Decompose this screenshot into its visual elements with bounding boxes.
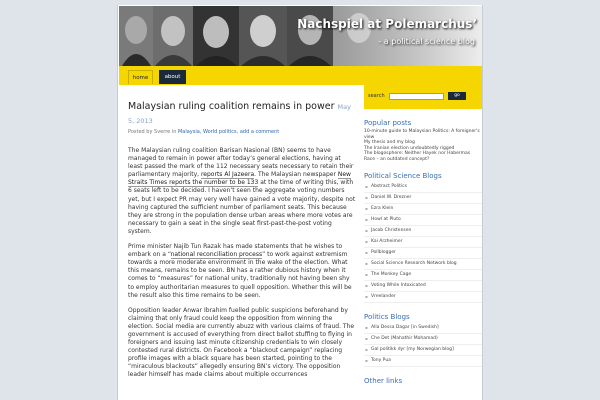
search-input[interactable]: [389, 93, 444, 100]
page-wrapper: [117, 5, 483, 400]
politics-blogs-list: [364, 323, 483, 367]
post-title[interactable]: [128, 100, 356, 128]
politics-blogs-title: Politics Blogs: [364, 313, 410, 321]
sidebar-link[interactable]: My thesis and my blog: [364, 140, 415, 145]
popular-posts-list: [364, 129, 483, 162]
search-label: search: [368, 93, 385, 99]
sidebar-link[interactable]: ▪ Voting While Intoxicated: [364, 281, 483, 292]
popular-posts-title: Popular posts: [364, 119, 412, 127]
sidebar-link[interactable]: ▪ Pollblogger: [364, 248, 483, 259]
sidebar: [364, 85, 483, 385]
post-body: [128, 147, 356, 380]
nav-about-tab[interactable]: about: [159, 70, 186, 84]
sidebar-link[interactable]: The blogosphere: Neither Hayek nor Habermas: [364, 151, 471, 156]
main-content: [128, 100, 356, 387]
post-paragraph: [128, 243, 356, 300]
sidebar-link[interactable]: ▪ Gal politikk dyr [my Norwegian blog]: [364, 345, 483, 356]
sidebar-link[interactable]: ▪ Tony Pua: [364, 356, 483, 367]
sidebar-link[interactable]: The Iranian election undoubtedly rigged: [364, 145, 455, 151]
sidebar-link[interactable]: ▪ Alla Dessa Dagar [in Swedish]: [364, 323, 483, 334]
paragraph-text: . The Malaysian newspaper: [254, 171, 338, 179]
paragraph-text: Opposition leader Anwar Ibrahim fuelled public suspicions beforehand by claiming that only fraud could keep the opposition from winning the election. Social media are currently abuzz with various claims of fraud. The government is accused of everything from direct ballot stuffing to flying in foreigners and issuing last minute citizenship credentials to win closely contested rural districts. On Facebook a “blackout campaign” replacing profile images with a black square has been started, pointing to the “miraculous blackouts” allegedly ensuring BN’s victory. The opposition leader himself has made claims about multiple occurrences: [128, 306, 355, 379]
site-title[interactable]: Nachspiel at Polemarchus’: [297, 17, 477, 31]
search-bar: [364, 85, 483, 109]
site-description: - a political science blog: [378, 37, 475, 46]
sidebar-link[interactable]: ▪ Che Det (Mahathir Mohamad): [364, 334, 483, 345]
sidebar-link[interactable]: ▪ The Monkey Cage: [364, 270, 483, 281]
paragraph-text: at the time of writing this, with 6 seats left to be decided. I haven’t seen the aggregate voting numbers yet, but I expect PR may very well have gained a vote majority, despite not having captured the sufficient number of parliament seats. This because they are strong in the population dense urban areas where more votes are necessary to gain a seat in the single seat first-past-the-post voting system.: [128, 179, 356, 235]
inline-link[interactable]: New Straits Times reports the number to be 133: [128, 171, 351, 187]
sidebar-link[interactable]: ▪ Vreelander: [364, 292, 483, 303]
inline-link[interactable]: reports Al Jazeera: [200, 171, 255, 179]
post-paragraph: [128, 147, 356, 236]
post-title-text[interactable]: Malaysian ruling coalition remains in power: [128, 101, 335, 112]
search-go-button[interactable]: go: [448, 92, 466, 100]
polsci-blogs-list: [364, 182, 483, 303]
header-photos: [119, 6, 483, 66]
post-paragraph: [128, 307, 356, 380]
sidebar-link[interactable]: Race – an outdated concept?: [364, 156, 430, 162]
sidebar-link[interactable]: ▪ Abstract Politics: [364, 182, 483, 193]
post-date: May 5, 2013: [128, 103, 351, 125]
sidebar-link[interactable]: ▪ Jacob Christensen: [364, 226, 483, 237]
post-meta-separator: ,: [236, 129, 239, 135]
sidebar-link[interactable]: ▪ Howl at Pluto: [364, 215, 483, 226]
nav-home-tab[interactable]: home: [128, 70, 153, 84]
other-links-title: Other links: [364, 377, 403, 385]
site-header: [119, 6, 483, 66]
post-meta-prefix: Posted by Sverre in: [128, 129, 177, 135]
nav-bar: [119, 66, 483, 85]
sidebar-link[interactable]: ▪ Daniel W. Drezner: [364, 193, 483, 204]
inline-link[interactable]: national reconciliation process: [170, 251, 263, 259]
post-meta: [128, 129, 356, 135]
paragraph-text: The Malaysian ruling coalition Barisan Nasional (BN) seems to have managed to remain in power after today’s general elections, having at least passed the mark of the 112 necessary seats necessary to retain their parliamentary majority,: [128, 147, 354, 179]
paragraph-text: Prime minister Najib Tun Razak has made statements that he wishes to embark on a “: [128, 243, 343, 259]
sidebar-link[interactable]: 10-minute guide to Malaysian Politics: A foreigner's view: [364, 129, 480, 140]
post-categories-link[interactable]: Malaysia, World politics: [177, 129, 237, 135]
sidebar-link[interactable]: ▪ Ezra Klein: [364, 204, 483, 215]
sidebar-link[interactable]: ▪ Kai Arzheimer: [364, 237, 483, 248]
add-comment-link[interactable]: add a comment: [239, 129, 280, 135]
paragraph-text: ” to work against extremism towards a more moderate environment in the wake of the election. What this means, remains to be seen. BN has a rather dubious history when it comes to “measures” for national unity, traditionally not having been shy to employ authoritarian measures to quell opposition. Whether this will be the result also this time remains to be seen.: [128, 251, 352, 299]
sidebar-link[interactable]: ▪ Social Science Research Network blog: [364, 259, 483, 270]
polsci-blogs-title: Political Science Blogs: [364, 172, 442, 180]
